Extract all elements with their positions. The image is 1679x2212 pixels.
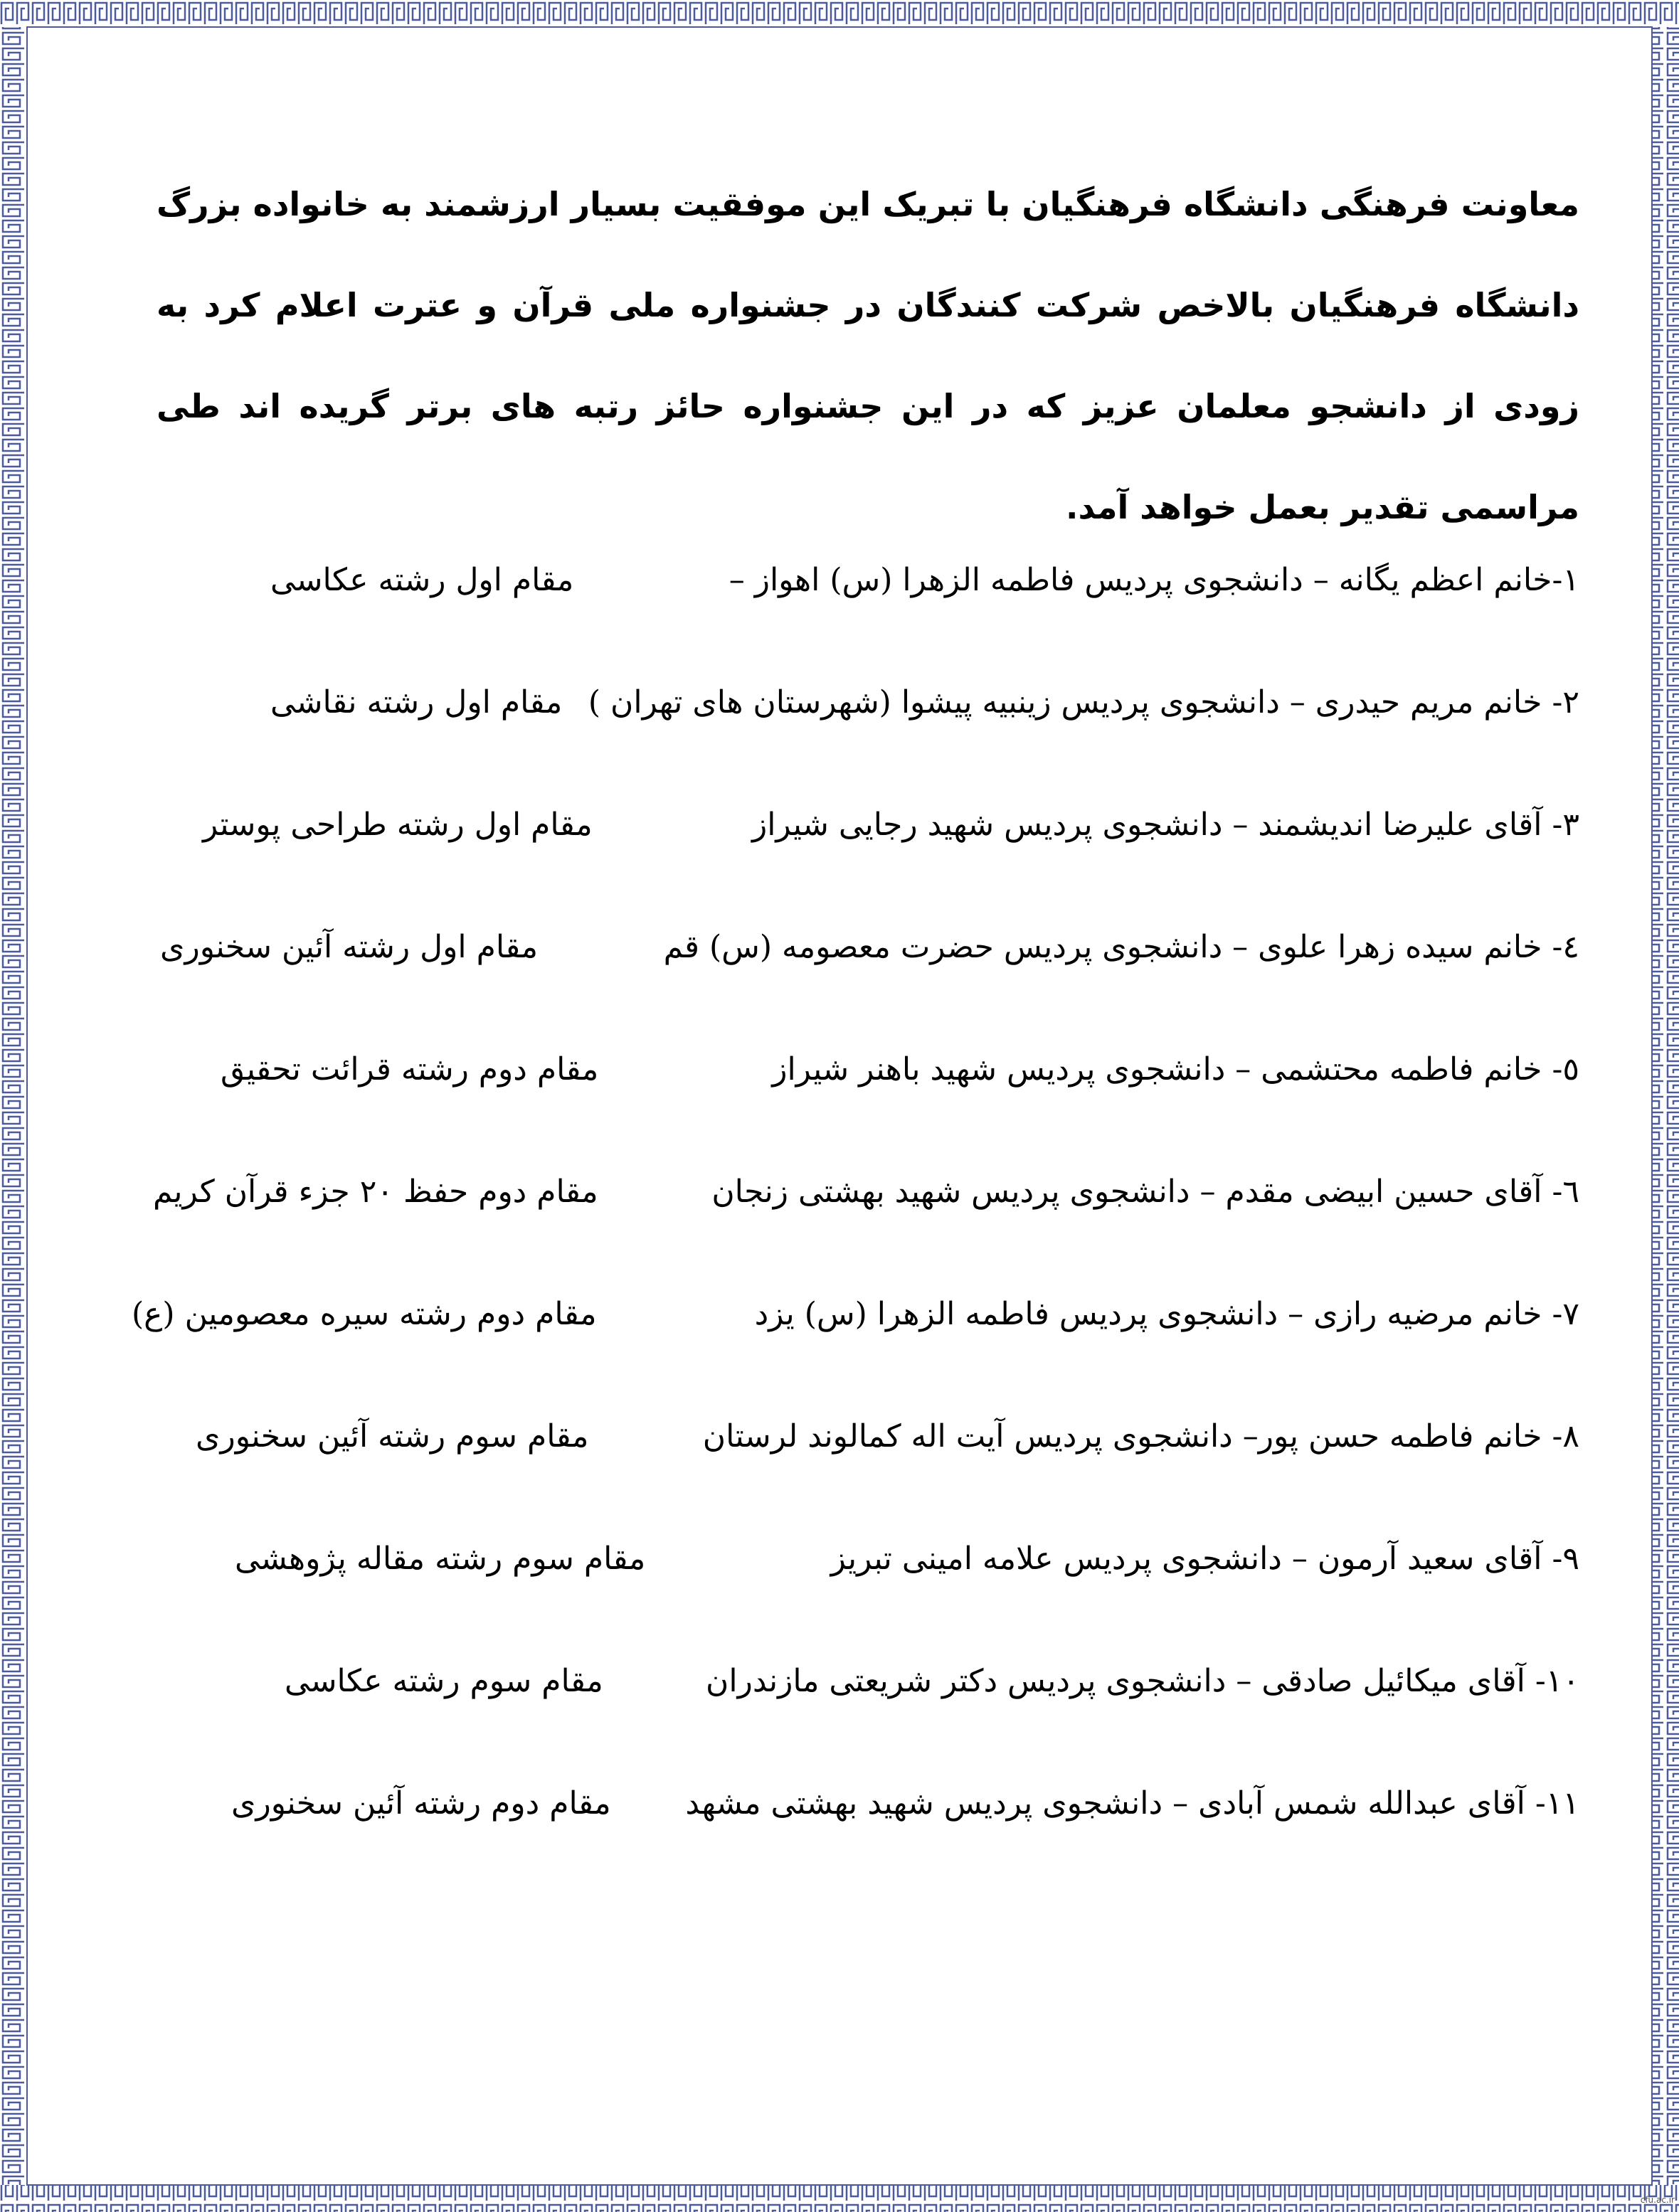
winner-rank: مقام دوم رشته قرائت تحقیق: [221, 1051, 599, 1088]
intro-paragraph: معاونت فرهنگی دانشگاه فرهنگیان با تبریک این موفقیت بسیار ارزشمند به خانواده بزرگ دانشگاه فرهنگیان بالاخص شرکت کنندگان در جشنواره ملی قرآن و عترت اعلام کرد به زودی از دانشجو معلمان عزیز که در این جشنواره حائز رتبه های برتر گریده اند طی مراسمی تقدیر بعمل خواهد آمد.: [157, 185, 1579, 526]
winner-rank: مقام دوم حفظ ۲۰ جزء قرآن کریم: [153, 1174, 598, 1210]
list-item: [100, 1418, 1579, 1541]
winner-rank: مقام اول رشته نقاشی: [270, 684, 563, 721]
winner-name: ٦- آقای حسین ابیضی مقدم – دانشجوی پردیس شهید بهشتی زنجان: [711, 1174, 1579, 1210]
list-item: [100, 684, 1579, 807]
list-item: [100, 1663, 1579, 1785]
winner-name: ۱۰- آقای میکائیل صادقی – دانشجوی پردیس دکتر شریعتی مازندران: [706, 1663, 1579, 1699]
list-item: [100, 1541, 1579, 1663]
winner-rank: مقام اول رشته طراحی پوستر: [203, 807, 593, 843]
winner-name: ۹- آقای سعید آرمون – دانشجوی پردیس علامه امینی تبریز: [830, 1541, 1579, 1577]
list-item: [100, 807, 1579, 929]
list-item: [100, 1174, 1579, 1296]
winner-rank: مقام اول رشته آئین سخنوری: [160, 929, 539, 965]
winner-rank: مقام دوم رشته آئین سخنوری: [231, 1785, 611, 1822]
list-item: [100, 1296, 1579, 1418]
winner-rank: مقام سوم رشته آئین سخنوری: [196, 1418, 589, 1455]
winner-name: ٥- خانم فاطمه محتشمی – دانشجوی پردیس شهید باهنر شیراز: [772, 1051, 1579, 1088]
winner-name: ۱-خانم اعظم یگانه – دانشجوی پردیس فاطمه الزهرا (س) اهواز –: [729, 562, 1579, 598]
list-item: [100, 1051, 1579, 1174]
winner-rank: مقام سوم رشته عکاسی: [285, 1663, 603, 1699]
list-item: [100, 1785, 1579, 1908]
winner-name: ۸- خانم فاطمه حسن پور– دانشجوی پردیس آیت اله کمالوند لرستان: [702, 1418, 1579, 1455]
site-watermark: cfu.ac.ir: [1640, 2195, 1675, 2205]
winner-name: ۳- آقای علیرضا اندیشمند – دانشجوی پردیس شهید رجایی شیراز: [751, 807, 1579, 843]
list-item: [100, 929, 1579, 1051]
winner-name: ۷- خانم مرضیه رازی – دانشجوی پردیس فاطمه الزهرا (س) یزد: [754, 1296, 1579, 1332]
winner-rank: مقام دوم رشته سیره معصومین (ع): [132, 1296, 597, 1332]
winner-name: ٤- خانم سیده زهرا علوی – دانشجوی پردیس حضرت معصومه (س) قم: [663, 929, 1579, 965]
list-item: [100, 562, 1579, 684]
winner-rank: مقام سوم رشته مقاله پژوهشی: [235, 1541, 646, 1577]
winner-rank: مقام اول رشته عکاسی: [270, 562, 574, 598]
winner-name: ۲- خانم مریم حیدری – دانشجوی پردیس زینبیه پیشوا (شهرستان های تهران ): [588, 684, 1579, 721]
winner-name: ۱۱- آقای عبدالله شمس آبادی – دانشجوی پردیس شهید بهشتی مشهد: [685, 1785, 1579, 1822]
winners-list: [100, 562, 1579, 1908]
